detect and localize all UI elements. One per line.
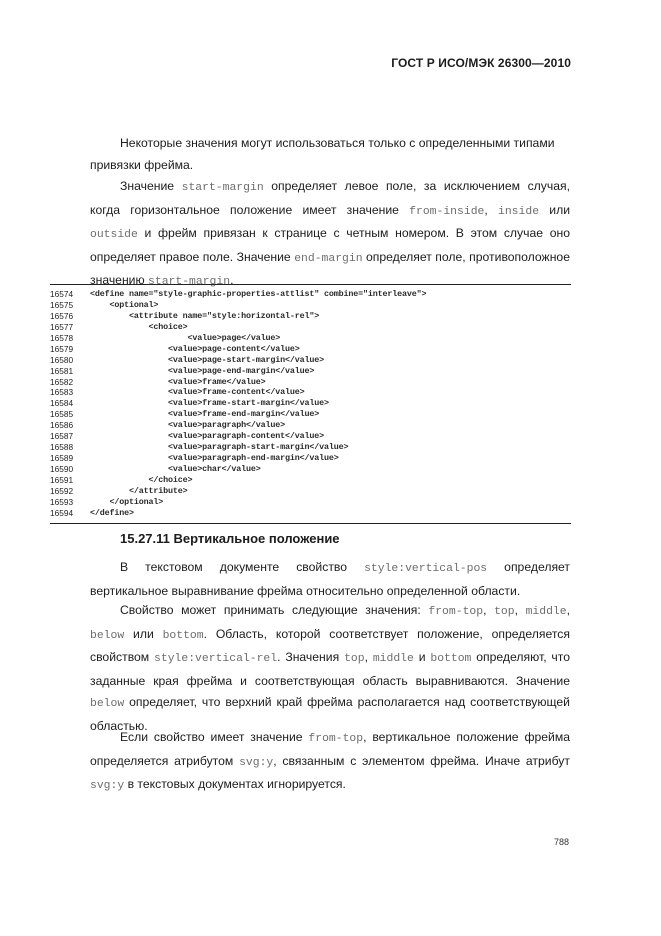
line-number: 16584 xyxy=(50,398,74,409)
code-term: inside xyxy=(498,205,540,218)
code-text: <choice> xyxy=(90,321,188,332)
code-text: <value>page-start-margin</value> xyxy=(90,354,325,365)
text-run: Если свойство имеет значение xyxy=(120,730,309,744)
code-text: <value>paragraph-start-margin</value> xyxy=(90,442,349,453)
code-term: svg:y xyxy=(239,756,274,769)
intro-line-2: привязки фрейма. xyxy=(90,157,194,172)
text-run: . xyxy=(230,273,234,287)
text-run: Значение xyxy=(120,179,182,193)
page-number: 788 xyxy=(553,837,569,847)
code-term: below xyxy=(90,698,125,710)
text-run: и xyxy=(413,650,431,664)
code-term: top xyxy=(494,606,515,618)
text-run: В текстовом документе свойство xyxy=(120,560,365,574)
code-text: <value>frame-end-margin</value> xyxy=(90,409,320,420)
line-number: 16588 xyxy=(50,442,74,453)
code-term: from-top xyxy=(308,733,364,745)
text-run: . Область, которой соответствует положение, определяется свойством xyxy=(90,626,571,664)
code-line xyxy=(50,366,571,377)
intro-paragraph-2 xyxy=(90,176,570,294)
code-term: middle xyxy=(372,653,414,665)
code-line xyxy=(50,453,571,464)
intro-line-1: Некоторые значения могут использоваться только с определенными типами xyxy=(120,136,555,150)
text-run: , xyxy=(566,603,570,617)
line-number: 16583 xyxy=(50,387,74,398)
code-text: <attribute name="style:horizontal-rel"> xyxy=(90,310,320,321)
text-run: Свойство может принимать следующие значения: xyxy=(120,603,429,617)
code-text: </define> xyxy=(90,507,134,518)
code-text: </optional> xyxy=(90,496,164,507)
code-term: bottom xyxy=(430,653,472,665)
line-number: 16592 xyxy=(50,485,74,496)
line-number: 16586 xyxy=(50,420,74,431)
text-run: определяет левое поле, за исключением случая, когда горизонтальное положение имеет значение xyxy=(90,179,570,217)
line-number: 16579 xyxy=(50,343,74,354)
code-term: outside xyxy=(90,229,138,241)
code-text: </choice> xyxy=(90,474,193,485)
code-line xyxy=(50,508,571,519)
text-run: , xyxy=(514,603,526,617)
section-heading: 15.27.11 Вертикальное положение xyxy=(120,531,340,546)
intro-paragraph-1 xyxy=(90,133,570,176)
line-number: 16585 xyxy=(50,409,74,420)
code-line xyxy=(50,387,571,398)
code-line xyxy=(50,398,571,409)
code-line xyxy=(50,355,571,366)
line-number: 16593 xyxy=(50,496,74,507)
line-number: 16577 xyxy=(50,321,74,332)
code-term: top xyxy=(344,653,365,665)
code-text: <value>frame-start-margin</value> xyxy=(90,398,329,409)
line-number: 16580 xyxy=(50,354,74,365)
code-text: <value>paragraph-content</value> xyxy=(90,431,325,442)
code-line xyxy=(50,311,571,322)
code-term: middle xyxy=(525,606,567,618)
code-line xyxy=(50,431,571,442)
text-run: , xyxy=(483,603,495,617)
line-number: 16587 xyxy=(50,431,74,442)
code-line xyxy=(50,486,571,497)
text-run: определяет, что верхний край фрейма располагается над соответствующей областью. xyxy=(90,695,570,733)
line-number: 16575 xyxy=(50,299,74,310)
text-run: , вертикальное положение фрейма определяется атрибутом xyxy=(90,730,570,768)
code-line xyxy=(50,409,571,420)
code-line xyxy=(50,377,571,388)
line-number: 16574 xyxy=(50,289,74,299)
code-listing xyxy=(50,284,571,524)
text-run: определяет вертикальное выравнивание фрейма относительно определенной области. xyxy=(90,560,570,598)
line-number: 16581 xyxy=(50,365,74,376)
code-line xyxy=(50,333,571,344)
code-term: style:vertical-pos xyxy=(364,563,488,575)
code-term: start-margin xyxy=(181,182,264,194)
code-term: style:vertical-rel xyxy=(154,653,278,665)
line-number: 16594 xyxy=(50,507,74,518)
line-number: 16590 xyxy=(50,464,74,474)
code-text: <define name="style-graphic-properties-attlist" combine="interleave"> xyxy=(90,289,427,299)
text-run: и фрейм привязан к странице с четным номером. В этом случае оно определяет правое поле. Значение xyxy=(90,226,570,264)
code-line xyxy=(50,497,571,508)
code-text: <optional> xyxy=(90,299,159,310)
code-text: <value>page-content</value> xyxy=(90,343,300,354)
line-number: 16582 xyxy=(50,376,74,387)
text-run: , xyxy=(484,202,499,217)
code-term: end-margin xyxy=(294,252,363,265)
code-text: <value>frame</value> xyxy=(90,376,266,387)
text-run: в текстовых документах игнорируется. xyxy=(124,777,346,791)
line-number: 16578 xyxy=(50,332,74,343)
code-line xyxy=(50,322,571,333)
code-term: from-top xyxy=(428,606,484,618)
code-term: bottom xyxy=(162,629,204,642)
section-paragraph-2 xyxy=(90,600,570,737)
line-number: 16576 xyxy=(50,310,74,321)
code-line xyxy=(50,344,571,355)
text-run: определяют, что заданные края фрейма и соответствующая область выравниваются. Значение xyxy=(90,650,570,688)
text-run: , связанным с элементом фрейма. Иначе атрибут xyxy=(273,753,570,768)
code-text: <value>paragraph-end-margin</value> xyxy=(90,453,339,464)
code-term: start-margin xyxy=(148,276,231,288)
code-line xyxy=(50,300,571,311)
line-number: 16589 xyxy=(50,453,74,464)
section-paragraph-3 xyxy=(90,727,570,798)
code-term: from-inside xyxy=(409,205,485,218)
text-run: или xyxy=(539,202,571,217)
code-term: svg:y xyxy=(90,780,125,792)
code-line xyxy=(50,442,571,453)
text-run: определяет поле, противоположное значению xyxy=(90,249,570,287)
text-run: или xyxy=(124,626,163,641)
code-line xyxy=(50,475,571,486)
code-line xyxy=(50,464,571,475)
code-line xyxy=(50,289,571,300)
code-text: <value>page</value> xyxy=(90,332,281,343)
code-text: </attribute> xyxy=(90,485,188,496)
line-number: 16591 xyxy=(50,474,74,485)
code-term: below xyxy=(90,629,125,642)
section-paragraph-1 xyxy=(90,557,570,602)
document-header: ГОСТ Р ИСО/МЭК 26300—2010 xyxy=(391,56,571,70)
code-text: <value>char</value> xyxy=(90,464,261,474)
text-run: . Значения xyxy=(277,650,345,664)
text-run: , xyxy=(364,650,373,664)
code-text: <value>frame-content</value> xyxy=(90,387,305,398)
code-text: <value>page-end-margin</value> xyxy=(90,365,315,376)
code-text: <value>paragraph</value> xyxy=(90,420,286,431)
code-line xyxy=(50,420,571,431)
